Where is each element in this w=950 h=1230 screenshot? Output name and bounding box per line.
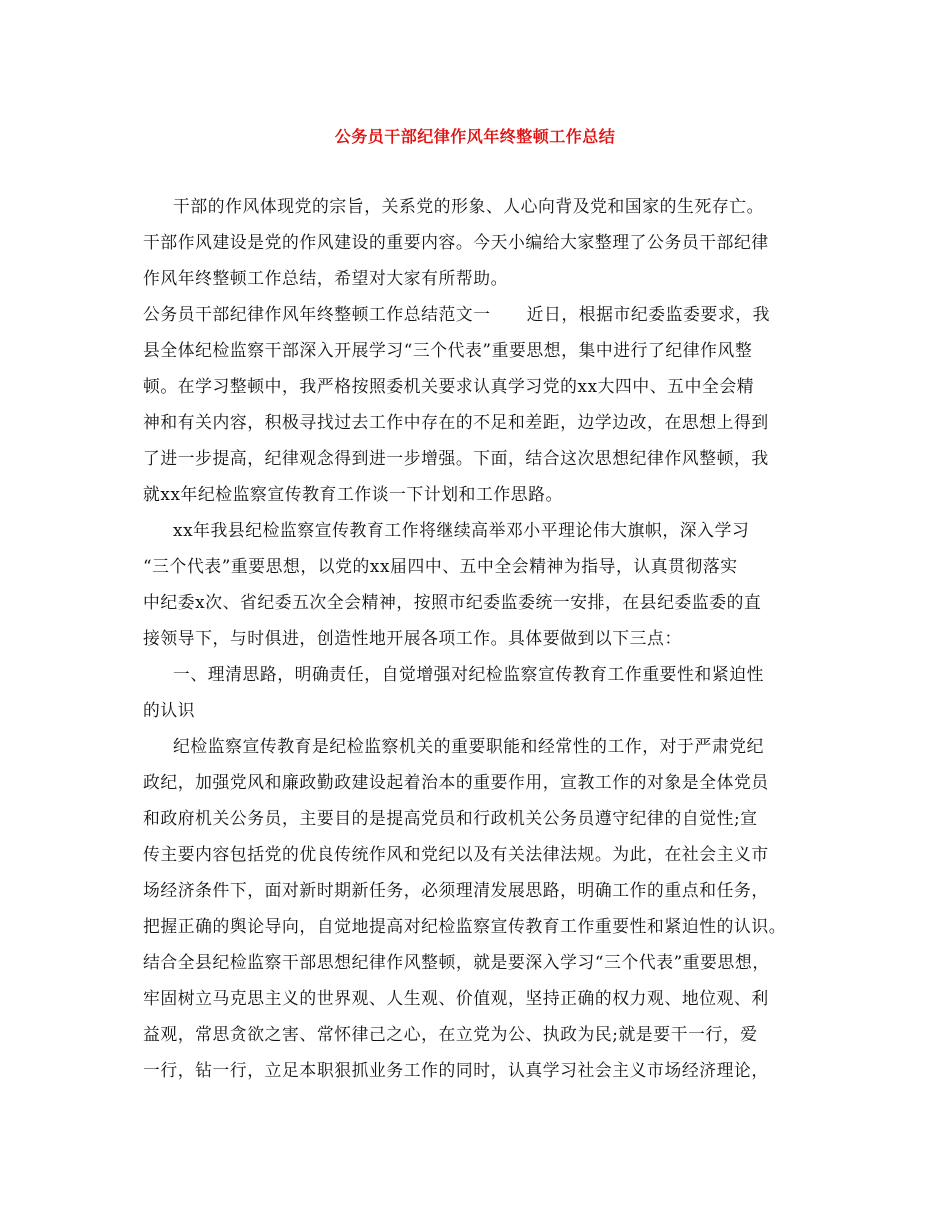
paragraph-line: 县全体纪检监察干部深入开展学习“三个代表”重要思想，集中进行了纪律作风整	[143, 340, 753, 360]
paragraph-line: 顿。在学习整顿中，我严格按照委机关要求认真学习党的xx大四中、五中全会精	[143, 376, 755, 396]
paragraph-line: 干部的作风体现党的宗旨，关系党的形象、人心向背及党和国家的生死存亡。	[173, 196, 764, 216]
paragraph-line: xx年我县纪检监察宣传教育工作将继续高举邓小平理论伟大旗帜，深入学习	[173, 520, 750, 540]
paragraph-line: 了进一步提高，纪律观念得到进一步增强。下面，结合这次思想纪律作风整顿，我	[143, 448, 769, 468]
document-body	[143, 188, 823, 1088]
document-title: 公务员干部纪律作风年终整顿工作总结	[334, 127, 616, 146]
paragraph-line: 干部作风建设是党的作风建设的重要内容。今天小编给大家整理了公务员干部纪律	[143, 232, 769, 252]
paragraph-line: 中纪委x次、省纪委五次全会精神，按照市纪委监委统一安排，在县纪委监委的直	[143, 592, 762, 612]
paragraph-line: 结合全县纪检监察干部思想纪律作风整顿，就是要深入学习“三个代表”重要思想，	[143, 952, 770, 972]
paragraph-line-composite	[143, 296, 823, 332]
paragraph-line: 就xx年纪检监察宣传教育工作谈一下计划和工作思路。	[143, 484, 563, 504]
paragraph-line: 场经济条件下，面对新时期新任务，必须理清发展思路，明确工作的重点和任务，	[143, 880, 769, 900]
paragraph-line: 政纪，加强党风和廉政勤政建设起着治本的重要作用，宣教工作的对象是全体党员	[143, 772, 769, 792]
paragraph-line: 牢固树立马克思主义的世界观、人生观、价值观，坚持正确的权力观、地位观、利	[143, 988, 769, 1008]
paragraph-line: 纪检监察宣传教育是纪检监察机关的重要职能和经常性的工作，对于严肃党纪	[173, 736, 764, 756]
paragraph-line: 和政府机关公务员，主要目的是提高党员和行政机关公务员遵守纪律的自觉性;宣	[143, 808, 758, 828]
paragraph-line: 的认识	[143, 700, 196, 720]
paragraph-line: 接领导下，与时俱进，创造性地开展各项工作。具体要做到以下三点：	[143, 628, 682, 648]
paragraph-line: 神和有关内容，积极寻找过去工作中存在的不足和差距，边学边改，在思想上得到	[143, 412, 769, 432]
paragraph-line: 传主要内容包括党的优良传统作风和党纪以及有关法律法规。为此，在社会主义市	[143, 844, 769, 864]
paragraph-line: 一、理清思路，明确责任，自觉增强对纪检监察宣传教育工作重要性和紧迫性	[173, 664, 764, 684]
paragraph-line: “三个代表”重要思想，以党的xx届四中、五中全会精神为指导，认真贯彻落实	[143, 556, 738, 576]
paragraph-line: 把握正确的舆论导向，自觉地提高对纪检监察宣传教育工作重要性和紧迫性的认识。	[143, 916, 787, 936]
paragraph-text: 近日，根据市纪委监委要求，我	[526, 304, 770, 324]
paragraph-line: 作风年终整顿工作总结，希望对大家有所帮助。	[143, 268, 509, 288]
paragraph-line: 一行，钻一行，立足本职狠抓业务工作的同时，认真学习社会主义市场经济理论，	[143, 1060, 769, 1080]
section-heading: 公务员干部纪律作风年终整顿工作总结范文一	[143, 304, 491, 324]
paragraph-line: 益观，常思贪欲之害、常怀律己之心，在立党为公、执政为民;就是要干一行，爱	[143, 1024, 758, 1044]
